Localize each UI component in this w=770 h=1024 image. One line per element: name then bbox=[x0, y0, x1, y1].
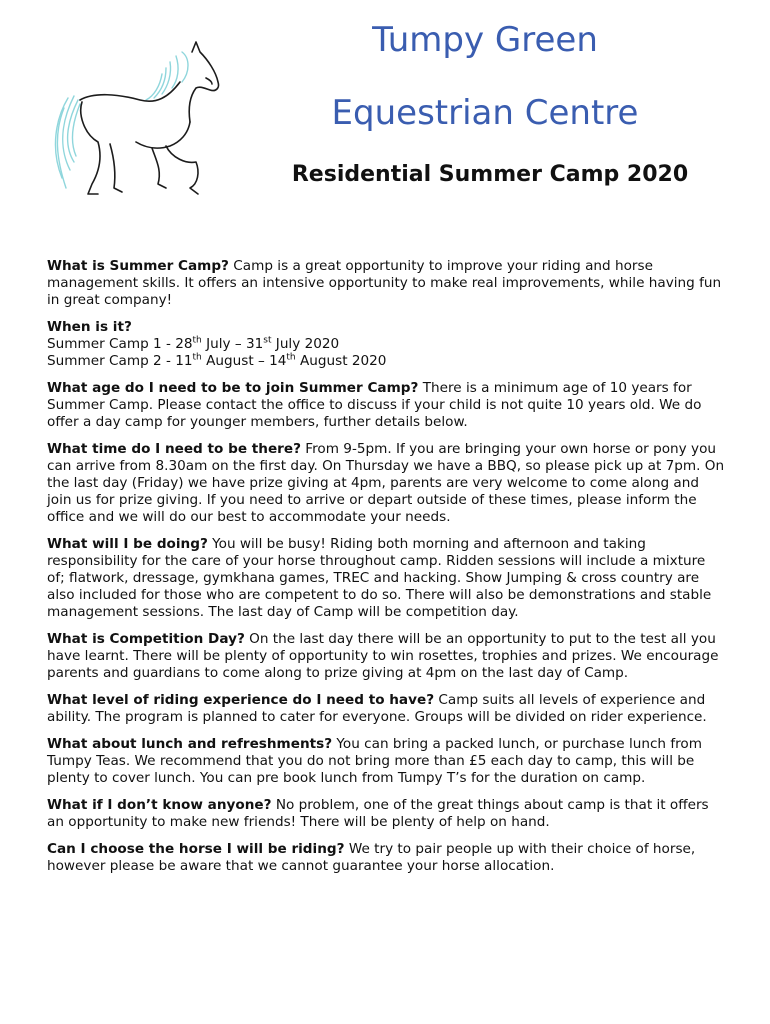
section-lunch bbox=[47, 736, 725, 787]
question: What time do I need to be there? bbox=[47, 441, 301, 457]
question: What is Summer Camp? bbox=[47, 258, 229, 274]
section-horse-choice bbox=[47, 841, 725, 875]
question: What will I be doing? bbox=[47, 536, 208, 552]
question: What about lunch and refreshments? bbox=[47, 736, 333, 752]
answer: Camp suits all levels of experience and ability. The program is planned to cater for everyone. Groups will be divided on rider experience. bbox=[47, 692, 707, 725]
answer: Camp is a great opportunity to improve your riding and horse management skills. It offers an intensive opportunity to make real improvements, while having fun in great company! bbox=[47, 258, 722, 308]
answer: We try to pair people up with their choice of horse, however please be aware that we cannot guarantee your horse allocation. bbox=[47, 841, 696, 874]
title-line-2: Equestrian Centre bbox=[331, 93, 639, 133]
section-what-is-camp bbox=[47, 258, 725, 309]
answer: You can bring a packed lunch, or purchase lunch from Tumpy Teas. We recommend that you do not bring more than £5 each day to camp, this will be plenty to cover lunch. You can pre book lunch from Tumpy T’s for the duration on camp. bbox=[47, 736, 702, 786]
subtitle: Residential Summer Camp 2020 bbox=[291, 162, 689, 187]
question: What age do I need to be to join Summer Camp? bbox=[47, 380, 419, 396]
answer: There is a minimum age of 10 years for Summer Camp. Please contact the office to discuss if your child is not quite 10 years old. We do offer a day camp for younger members, further details below. bbox=[47, 380, 702, 430]
section-competition-day bbox=[47, 631, 725, 682]
section-activities bbox=[47, 536, 725, 621]
section-friends bbox=[47, 797, 725, 831]
question: What if I don’t know anyone? bbox=[47, 797, 272, 813]
section-when-is-it bbox=[47, 319, 725, 370]
section-experience bbox=[47, 692, 725, 726]
title-line-1: Tumpy Green bbox=[372, 20, 598, 60]
question: Can I choose the horse I will be riding? bbox=[47, 841, 345, 857]
answer: No problem, one of the great things about camp is that it offers an opportunity to make new friends! There will be plenty of help on hand. bbox=[47, 797, 709, 830]
question: When is it? bbox=[47, 319, 132, 335]
answer: On the last day there will be an opportunity to put to the test all you have learnt. There will be plenty of opportunity to win rosettes, trophies and prizes. We encourage parents and guardians to come along to prize giving at 4pm on the last day of Camp. bbox=[47, 631, 719, 681]
camp-date-line: Summer Camp 1 - 28th July – 31st July 2020 bbox=[47, 335, 340, 352]
question: What level of riding experience do I need to have? bbox=[47, 692, 435, 708]
camp-date-line: Summer Camp 2 - 11th August – 14th August 2020 bbox=[47, 352, 387, 369]
answer: You will be busy! Riding both morning and afternoon and taking responsibility for the care of your horse throughout camp. Ridden sessions will include a mixture of; flatwork, dressage, gymkhana games, TREC and hacking. Show Jumping & cross country are also included for those who are competent to do so. There will also be demonstrations and stable management sessions. The last day of Camp will be competition day. bbox=[47, 536, 712, 620]
horse-logo bbox=[40, 38, 225, 203]
document-body bbox=[47, 258, 725, 885]
question: What is Competition Day? bbox=[47, 631, 245, 647]
answer: From 9-5pm. If you are bringing your own horse or pony you can arrive from 8.30am on the first day. On Thursday we have a BBQ, so please pick up at 7pm. On the last day (Friday) we have prize giving at 4pm, parents are very welcome to come along and join us for prize giving. If you need to arrive or depart outside of these times, please inform the office and we will do our best to accommodate your needs. bbox=[47, 441, 725, 525]
section-age bbox=[47, 380, 725, 431]
section-time bbox=[47, 441, 725, 526]
